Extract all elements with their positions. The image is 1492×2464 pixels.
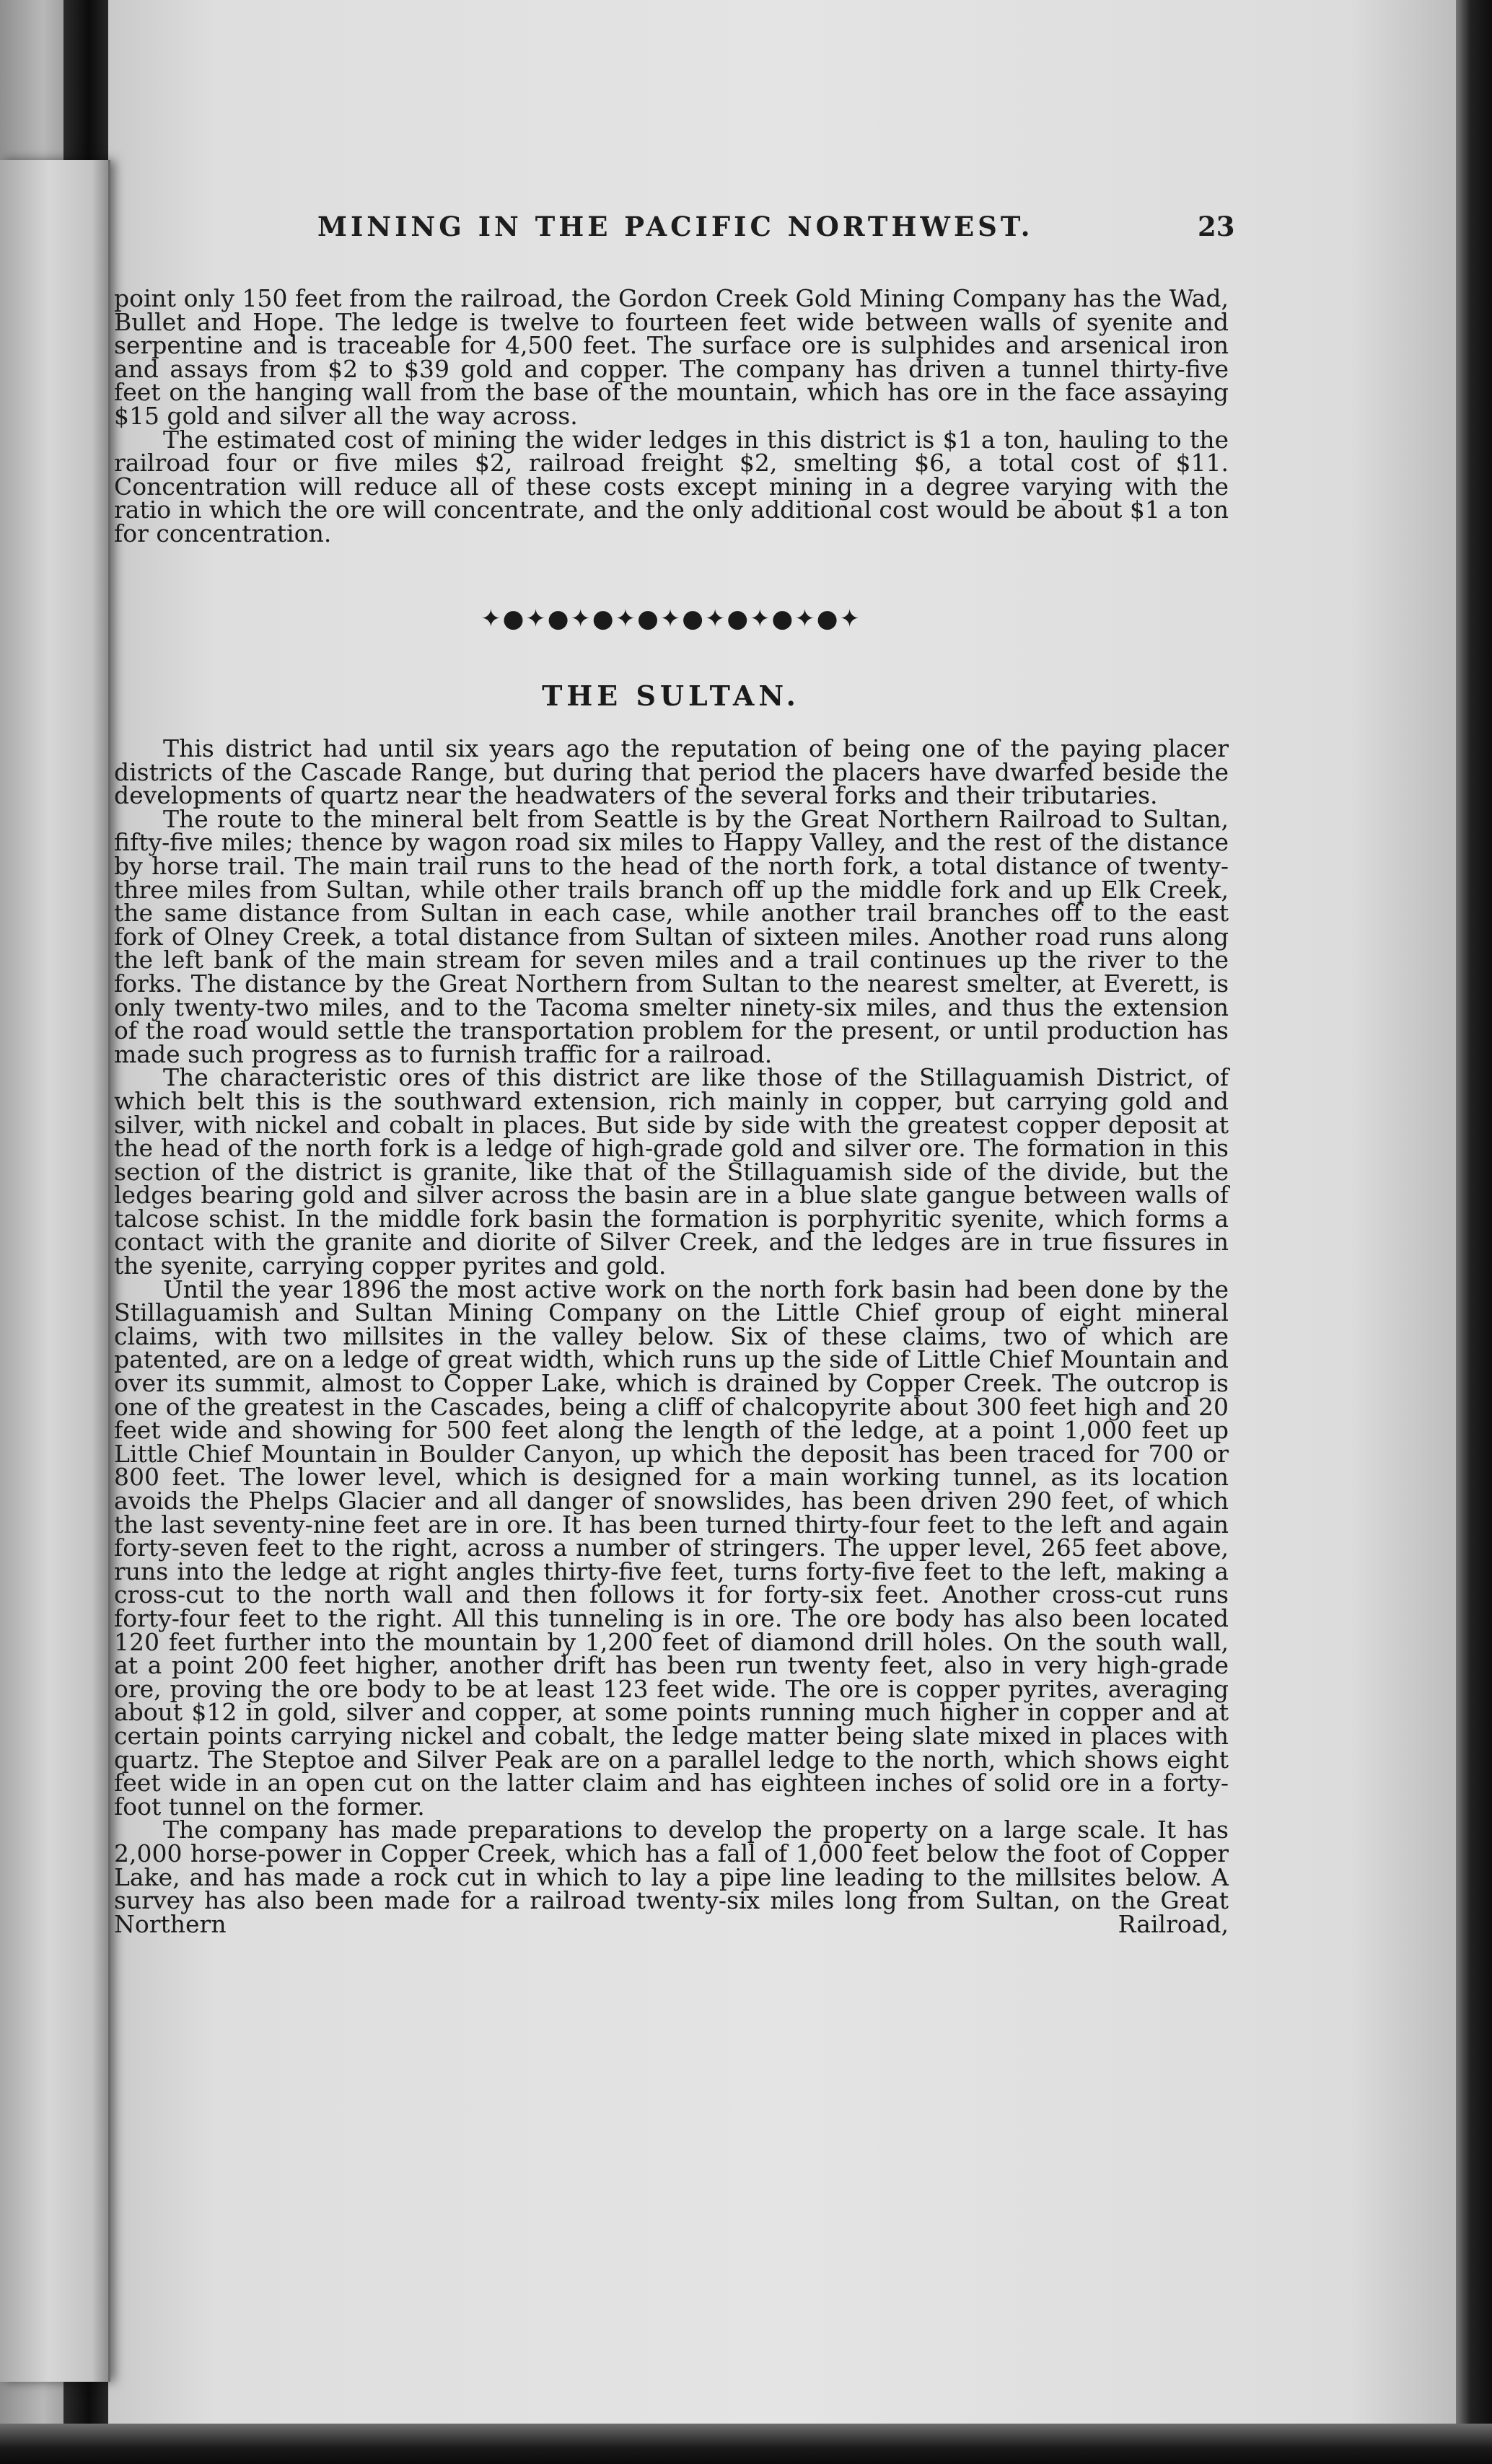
paragraph: Until the year 1896 the most active work on the north fork basin had been done by the Stillaguamish and Sultan Mining Company on the Little Chief group of eight mineral claims, with two millsites in the valley below. Six of these claims, two of which are patented, are on a ledge of great width, which runs up the side of Little Chief Mountain and over its summit, almost to Copper Lake, which is drained by Copper Creek. The outcrop is one of the greatest in the Cascades, being a cliff of chalcopyrite about 300 feet high and 20 feet wide and showing for 500 feet along the length of the ledge, at a point 1,000 feet up Little Chief Mountain in Boulder Canyon, up which the deposit has been traced for 700 or 800 feet. The lower level, which is designed for a main working tunnel, as its location avoids the Phelps Glacier and all danger of snowslides, has been driven 290 feet, of which the last seventy-nine feet are in ore. It has been turned thirty-four feet to the left and again forty-seven feet to the right, across a number of stringers. The upper level, 265 feet above, runs into the ledge at right angles thirty-five feet, turns forty-five feet to the left, making a cross-cut to the north wall and then follows it for forty-six feet. Another cross-cut runs forty-four feet to the right. All this tunneling is in ore. The ore body has also been located 120 feet further into the mountain by 1,200 feet of diamond drill holes. On the south wall, at a point 200 feet higher, another drift has been run twenty feet, also in very high-grade ore, proving the ore body to be at least 123 feet wide. The ore is copper pyrites, averaging about $12 in gold, silver and copper, at some points running much higher in copper and at certain points carrying nickel and cobalt, the ledge matter being slate mixed in places with quartz. The Steptoe and Silver Peak are on a parallel ledge to the north, which shows eight feet wide in an open cut on the latter claim and has eighteen inches of solid ore in a forty-foot tunnel on the former. [114,1275,1229,1821]
section-divider-ornament: ✦●✦●✦●✦●✦●✦●✦●✦●✦ [480,604,861,633]
folded-insert-edge [0,160,110,2382]
right-page-edge [1456,0,1492,2464]
paragraph: The characteristic ores of this district are like those of the Stillaguamish District, of which belt this is the southward extension, rich mainly in copper, but carrying gold and silver, with nickel and cobalt in places. But side by side with the greatest copper deposit at the head of the north fork is a ledge of high-grade gold and silver ore. The formation in this section of the district is granite, like that of the Stillaguamish side of the divide, but the ledges bearing gold and silver across the basin are in a blue slate gangue between walls of talcose schist. In the middle fork basin the formation is porphyritic syenite, which forms a contact with the granite and diorite of Silver Creek, and the ledges are in true fissures in the syenite, carrying copper pyrites and gold. [114,1063,1229,1280]
section-heading: THE SULTAN. [542,679,800,712]
paragraph: The company has made preparations to develop the property on a large scale. It has 2,000 horse-power in Copper Creek, which has a fall of 1,000 feet below the foot of Copper Lake, and has made a rock cut in which to lay a pipe line leading to the millsites below. A survey has also been made for a railroad twenty-six miles long from Sultan, on the Great Northern Railroad, [114,1816,1229,1938]
paragraph: This district had until six years ago the reputation of being one of the paying placer districts of the Cascade Range, but during that period the placers have dwarfed beside the developments of quartz near the headwaters of the several forks and their tributaries. [114,734,1229,810]
paragraph: The estimated cost of mining the wider ledges in this district is $1 a ton, hauling to the railroad four or five miles $2, railroad freight $2, smelting $6, a total cost of $11. Concentration will reduce all of these costs except mining in a degree varying with the ratio in which the ore will concentrate, and the only additional cost would be about $1 a ton for concentration. [114,425,1229,547]
bottom-page-edge [0,2424,1492,2464]
paragraph: The route to the mineral belt from Seattle is by the Great Northern Railroad to Sultan, fifty-five miles; thence by wagon road six miles to Happy Valley, and the rest of the distance by horse trail. The main trail runs to the head of the north fork, a total distance of twenty-three miles from Sultan, while other trails branch off up the middle fork and up Elk Creek, the same distance from Sultan in each case, while another trail branches off to the east fork of Olney Creek, a total distance from Sultan of sixteen miles. Another road runs along the left bank of the main stream for seven miles and a trail continues up the river to the forks. The distance by the Great Northern from Sultan to the nearest smelter, at Everett, is only twenty-two miles, and to the Tacoma smelter ninety-six miles, and thus the extension of the road would settle the transportation problem for the present, or until production has made such progress as to furnish traffic for a railroad. [114,804,1229,1068]
intro-text-block [114,284,1229,547]
page-number: 23 [1198,211,1235,242]
running-head: MINING IN THE PACIFIC NORTHWEST. [317,211,1034,242]
paragraph: point only 150 feet from the railroad, the Gordon Creek Gold Mining Company has the Wad, Bullet and Hope. The ledge is twelve to fourteen feet wide between walls of syenite and serpentine and is traceable for 4,500 feet. The surface ore is sulphides and arsenical iron and assays from $2 to $39 gold and copper. The company has driven a tunnel thirty-five feet on the hanging wall from the base of the mountain, which has ore in the face assaying $15 gold and silver all the way across. [114,284,1229,430]
sultan-text-block [114,734,1229,1938]
